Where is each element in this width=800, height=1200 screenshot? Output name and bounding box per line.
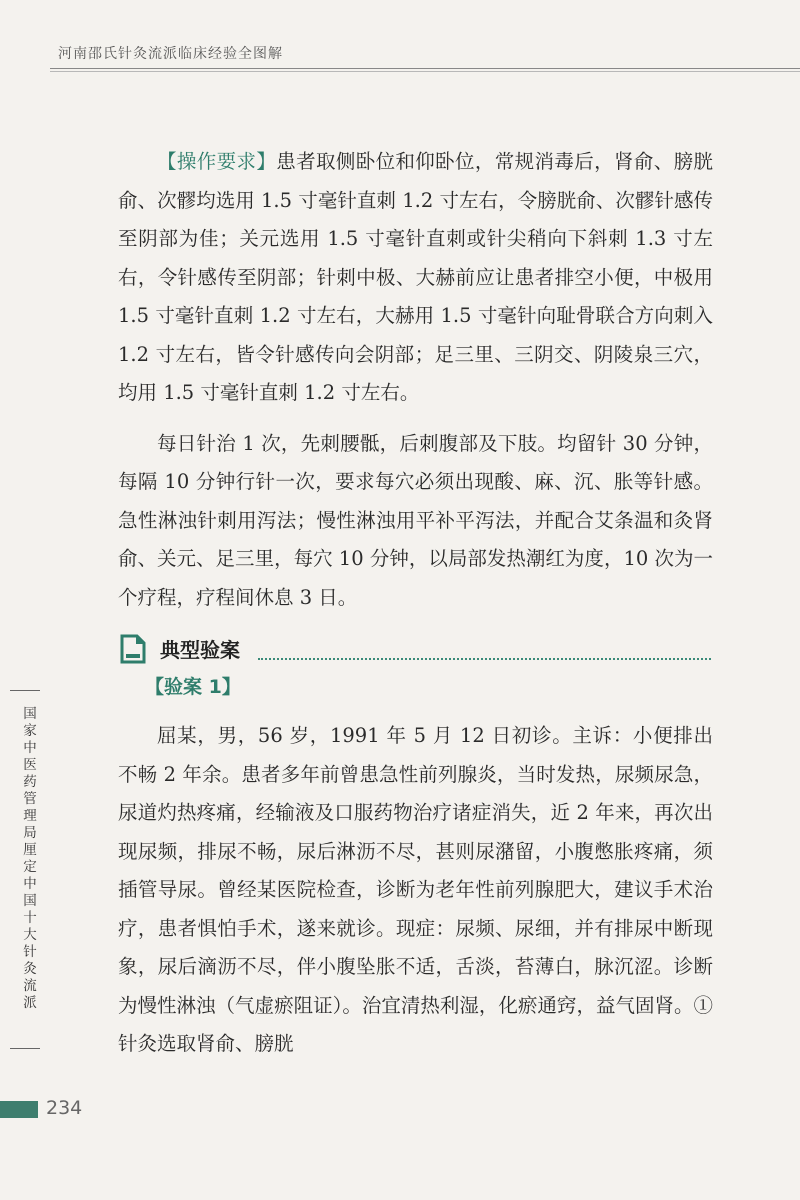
section-dotted-rule: [258, 658, 711, 660]
operation-label: 操作要求: [176, 150, 257, 173]
section-heading: [118, 628, 713, 668]
case-body: [118, 717, 713, 1064]
case-paragraph: 屈某，男，56 岁，1991 年 5 月 12 日初诊。主诉：小便排出不畅 2 年余。患者多年前曾患急性前列腺炎，当时发热，尿频尿急，尿道灼热疼痛，经输液及口服药物治疗诸症消失，近 2 年来，再次出现尿频，排尿不畅，尿后淋沥不尽，甚则尿潴留，小腹憋胀疼痛，须插管导尿。曾经某医院检查，诊断为老年性前列腺肥大，建议手术治疗，患者惧怕手术，遂来就诊。现症：尿频、尿细，并有排尿中断现象，尿后滴沥不尽，伴小腹坠胀不适，舌淡，苔薄白，脉沉涩。诊断为慢性淋浊（气虚瘀阻证）。治宜清热利湿，化瘀通窍，益气固肾。①针灸选取肾俞、膀胱: [118, 724, 713, 1055]
book-title: 河南邵氏针灸流派临床经验全图解: [58, 46, 283, 62]
document-icon: [118, 634, 148, 664]
operation-bracket-open: 【: [157, 150, 177, 173]
sidebar-text: 国家中医药管理局厘定中国十大针灸流派: [20, 706, 36, 1012]
case-label: 【验案 1】: [145, 676, 241, 698]
sidebar-rule-top: [10, 690, 40, 691]
running-header: [0, 0, 800, 75]
page-number: 234: [46, 1097, 83, 1119]
section-title: 典型验案: [160, 638, 240, 662]
treatment-paragraph: 每日针治 1 次，先刺腰骶，后刺腹部及下肢。均留针 30 分钟，每隔 10 分钟行针一次，要求每穴必须出现酸、麻、沉、胀等针感。急性淋浊针刺用泻法；慢性淋浊用平补平泻法，并配合艾条温和灸肾俞、关元、足三里，每穴 10 分钟，以局部发热潮红为度，10 次为一个疗程，疗程间休息 3 日。: [118, 431, 713, 609]
header-divider: [50, 68, 800, 69]
operation-bracket-close: 】: [256, 150, 277, 173]
operation-section: [118, 143, 713, 617]
operation-text: 患者取侧卧位和仰卧位，常规消毒后，肾俞、膀胱俞、次髎均选用 1.5 寸毫针直刺 1.2 寸左右，令膀胱俞、次髎针感传至阴部为佳；关元选用 1.5 寸毫针直刺或针尖稍向下斜刺 1.3 寸左右，令针感传至阴部；针刺中极、大赫前应让患者排空小便，中极用 1.5 寸毫针直刺 1.2 寸左右，大赫用 1.5 寸毫针向耻骨联合方向刺入 1.2 寸左右，皆令针感传向会阴部；足三里、三阴交、阴陵泉三穴，均用 1.5 寸毫针直刺 1.2 寸左右。: [118, 150, 713, 404]
header-divider-secondary: [50, 71, 800, 72]
page-marker-bar: [0, 1101, 38, 1118]
operation-paragraph: [118, 143, 713, 413]
sidebar-rule-bottom: [10, 1048, 40, 1049]
